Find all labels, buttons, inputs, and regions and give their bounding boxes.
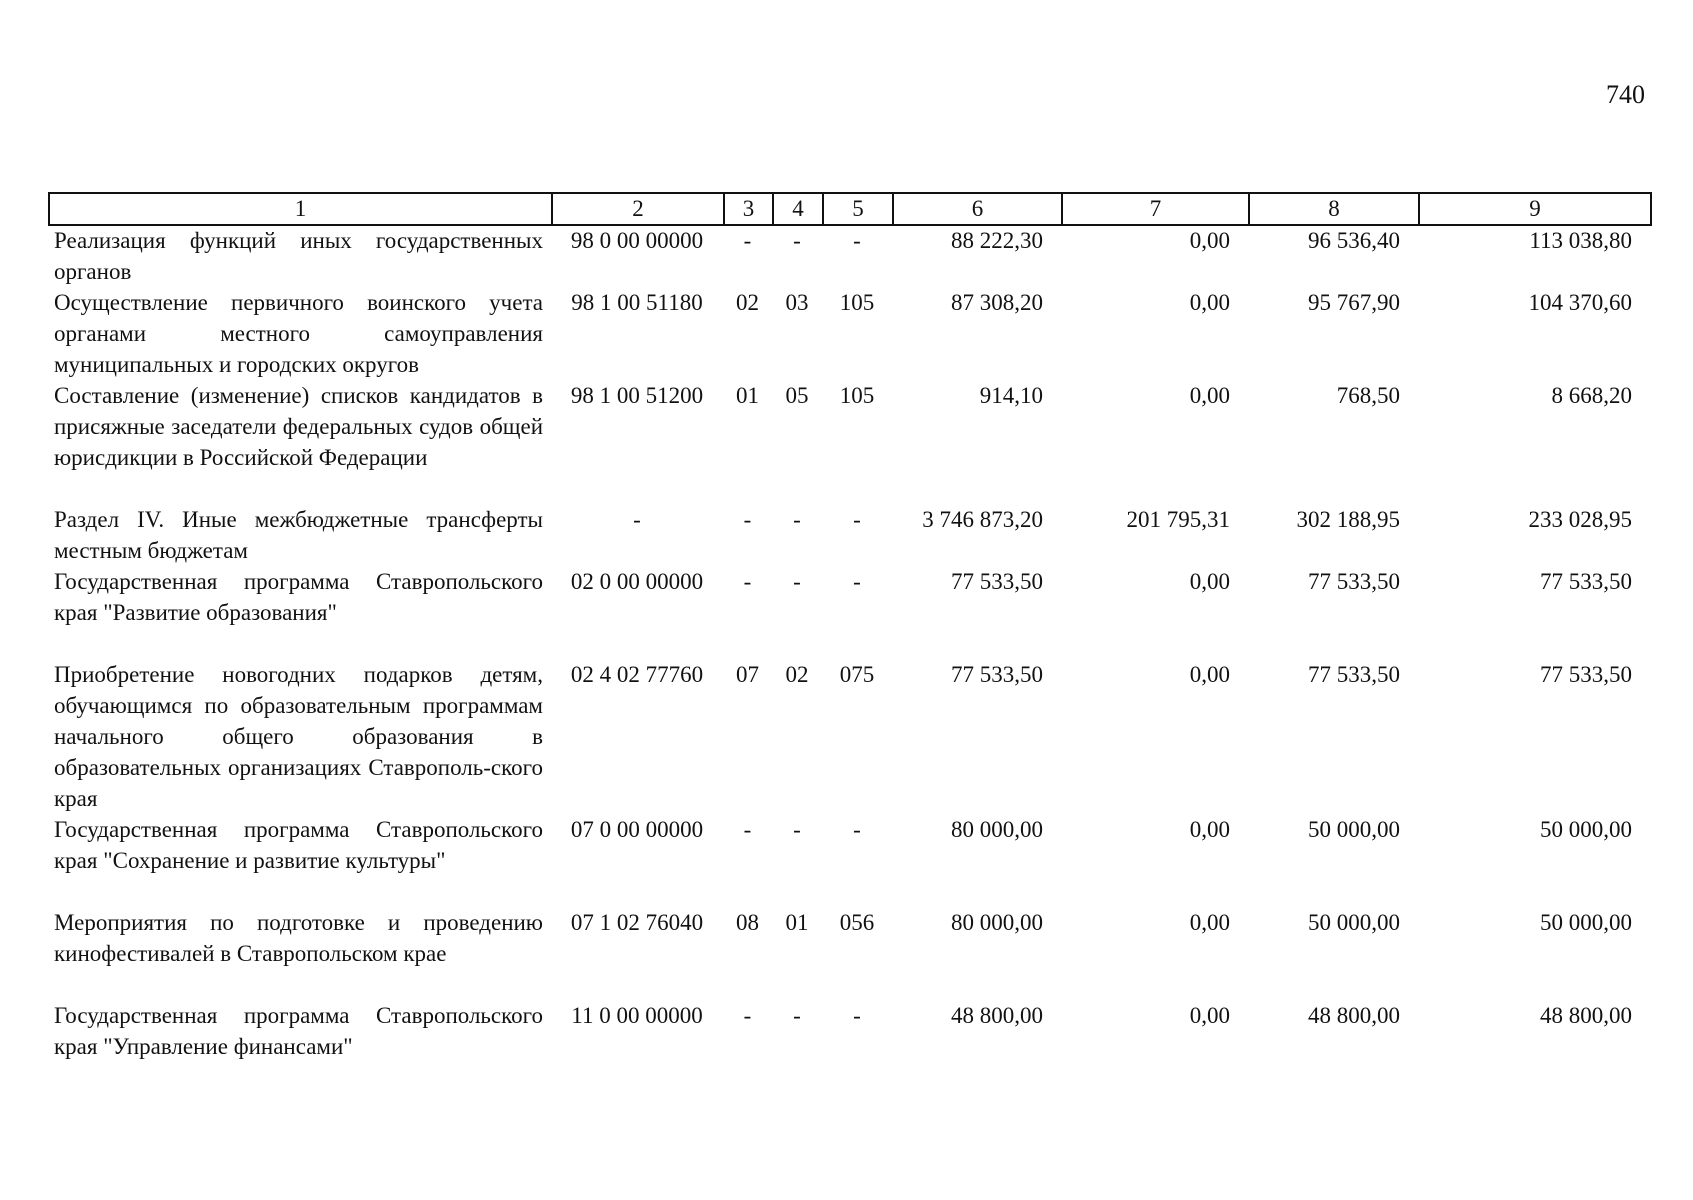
header-cell: 6 bbox=[893, 193, 1062, 225]
table-row bbox=[48, 659, 1650, 814]
row-spacer bbox=[48, 876, 1650, 907]
row-col5: - bbox=[853, 569, 861, 594]
row-col4: 03 bbox=[785, 290, 809, 315]
row-col5: - bbox=[853, 507, 861, 532]
row-col3: - bbox=[743, 507, 752, 532]
row-name: Осуществление первичного воинского учета органами местного самоуправления муниципальных и городских округов bbox=[54, 290, 543, 377]
row-col6: 914,10 bbox=[979, 383, 1043, 408]
row-col8: 768,50 bbox=[1336, 383, 1400, 408]
row-col7: 0,00 bbox=[1189, 817, 1230, 842]
spacer-cell bbox=[48, 628, 1650, 659]
row-col4: - bbox=[793, 569, 801, 594]
row-col3: 08 bbox=[736, 910, 759, 935]
header-cell: 4 bbox=[773, 193, 823, 225]
row-col7: 0,00 bbox=[1189, 290, 1230, 315]
row-col3: 07 bbox=[736, 662, 759, 687]
row-spacer bbox=[48, 969, 1650, 1000]
row-col6: 3 746 873,20 bbox=[922, 507, 1043, 532]
row-code: 98 0 00 00000 bbox=[570, 228, 704, 253]
row-name: Государственная программа Ставропольского края "Управление финансами" bbox=[54, 1003, 543, 1059]
row-col4: - bbox=[793, 228, 801, 253]
table-row bbox=[48, 380, 1650, 473]
row-col4: - bbox=[793, 507, 801, 532]
table-row bbox=[48, 814, 1650, 876]
row-name: Составление (изменение) списков кандидатов в присяжные заседатели федеральных судов общей юрисдикции в Российской Федерации bbox=[54, 383, 543, 470]
row-name: Приобретение новогодних подарков детям, обучающимся по образовательным программам начального общего образования в образовательных организациях Ставрополь-ского края bbox=[54, 662, 543, 811]
row-col8: 50 000,00 bbox=[1308, 817, 1400, 842]
table-row bbox=[48, 907, 1650, 969]
row-name: Государственная программа Ставропольского края "Развитие образования" bbox=[54, 569, 543, 625]
row-col9: 233 028,95 bbox=[1528, 507, 1632, 532]
row-col5: 105 bbox=[839, 290, 875, 315]
row-col9: 8 668,20 bbox=[1551, 383, 1632, 408]
row-code: 02 4 02 77760 bbox=[570, 662, 704, 687]
header-cell: 2 bbox=[552, 193, 724, 225]
row-code: 98 1 00 51180 bbox=[571, 290, 703, 315]
row-name: Государственная программа Ставропольского края "Сохранение и развитие культуры" bbox=[54, 817, 543, 873]
row-col5: - bbox=[853, 1003, 861, 1028]
row-col8: 77 533,50 bbox=[1308, 569, 1400, 594]
row-col5: 105 bbox=[839, 383, 875, 408]
table-row bbox=[48, 1000, 1650, 1062]
header-cell: 9 bbox=[1419, 193, 1651, 225]
row-col3: - bbox=[743, 228, 752, 253]
row-col9: 77 533,50 bbox=[1540, 569, 1632, 594]
row-col7: 0,00 bbox=[1189, 569, 1230, 594]
row-col7: 0,00 bbox=[1189, 228, 1230, 253]
row-col7: 0,00 bbox=[1189, 1003, 1230, 1028]
row-name: Реализация функций иных государственных органов bbox=[54, 228, 543, 284]
row-spacer bbox=[48, 473, 1650, 504]
header-cell: 5 bbox=[823, 193, 893, 225]
row-col4: - bbox=[793, 817, 801, 842]
row-col3: - bbox=[743, 569, 752, 594]
row-col4: 01 bbox=[785, 910, 809, 935]
row-col6: 80 000,00 bbox=[951, 910, 1043, 935]
row-col9: 104 370,60 bbox=[1528, 290, 1632, 315]
row-col8: 95 767,90 bbox=[1308, 290, 1400, 315]
row-code: 98 1 00 51200 bbox=[570, 383, 704, 408]
row-col5: 075 bbox=[839, 662, 875, 687]
table-row bbox=[48, 287, 1650, 380]
row-col5: - bbox=[853, 228, 861, 253]
row-col4: 02 bbox=[785, 662, 809, 687]
row-col7: 201 795,31 bbox=[1126, 507, 1230, 532]
table-body bbox=[48, 225, 1650, 1062]
row-col3: 01 bbox=[736, 383, 759, 408]
row-code: - bbox=[633, 507, 641, 532]
row-col3: - bbox=[743, 817, 752, 842]
row-col8: 48 800,00 bbox=[1308, 1003, 1400, 1028]
header-cell: 8 bbox=[1249, 193, 1419, 225]
row-col6: 80 000,00 bbox=[951, 817, 1043, 842]
row-name: Мероприятия по подготовке и проведению кинофестивалей в Ставропольском крае bbox=[54, 910, 543, 966]
row-col9: 50 000,00 bbox=[1540, 910, 1632, 935]
row-code: 07 0 00 00000 bbox=[570, 817, 704, 842]
row-spacer bbox=[48, 628, 1650, 659]
row-col7: 0,00 bbox=[1189, 383, 1230, 408]
table-row bbox=[48, 504, 1650, 566]
row-col8: 96 536,40 bbox=[1308, 228, 1400, 253]
row-code: 07 1 02 76040 bbox=[570, 910, 704, 935]
row-col6: 48 800,00 bbox=[951, 1003, 1043, 1028]
budget-table bbox=[48, 225, 1650, 1062]
row-col7: 0,00 bbox=[1189, 662, 1230, 687]
row-col3: 02 bbox=[736, 290, 759, 315]
row-name: Раздел IV. Иные межбюджетные трансферты местным бюджетам bbox=[54, 507, 543, 563]
table-row bbox=[48, 566, 1650, 628]
row-col6: 88 222,30 bbox=[951, 228, 1043, 253]
row-col5: 056 bbox=[839, 910, 875, 935]
header-cell: 3 bbox=[724, 193, 773, 225]
row-col9: 50 000,00 bbox=[1540, 817, 1632, 842]
spacer-cell bbox=[48, 473, 1650, 504]
column-number-header bbox=[48, 192, 1652, 226]
page-number: 740 bbox=[1606, 80, 1645, 109]
table-row bbox=[48, 225, 1650, 287]
row-col3: - bbox=[743, 1003, 752, 1028]
row-code: 02 0 00 00000 bbox=[570, 569, 704, 594]
spacer-cell bbox=[48, 876, 1650, 907]
row-col4: - bbox=[793, 1003, 801, 1028]
row-col6: 77 533,50 bbox=[951, 662, 1043, 687]
row-col9: 77 533,50 bbox=[1540, 662, 1632, 687]
header-cell: 1 bbox=[49, 193, 552, 225]
row-col8: 302 188,95 bbox=[1296, 507, 1400, 532]
row-col6: 87 308,20 bbox=[951, 290, 1043, 315]
row-col9: 48 800,00 bbox=[1540, 1003, 1632, 1028]
row-col6: 77 533,50 bbox=[951, 569, 1043, 594]
row-col4: 05 bbox=[785, 383, 809, 408]
row-code: 11 0 00 00000 bbox=[571, 1003, 703, 1028]
header-cell: 7 bbox=[1062, 193, 1249, 225]
row-col8: 77 533,50 bbox=[1308, 662, 1400, 687]
row-col7: 0,00 bbox=[1189, 910, 1230, 935]
spacer-cell bbox=[48, 969, 1650, 1000]
row-col8: 50 000,00 bbox=[1308, 910, 1400, 935]
row-col5: - bbox=[853, 817, 861, 842]
row-col9: 113 038,80 bbox=[1529, 228, 1632, 253]
